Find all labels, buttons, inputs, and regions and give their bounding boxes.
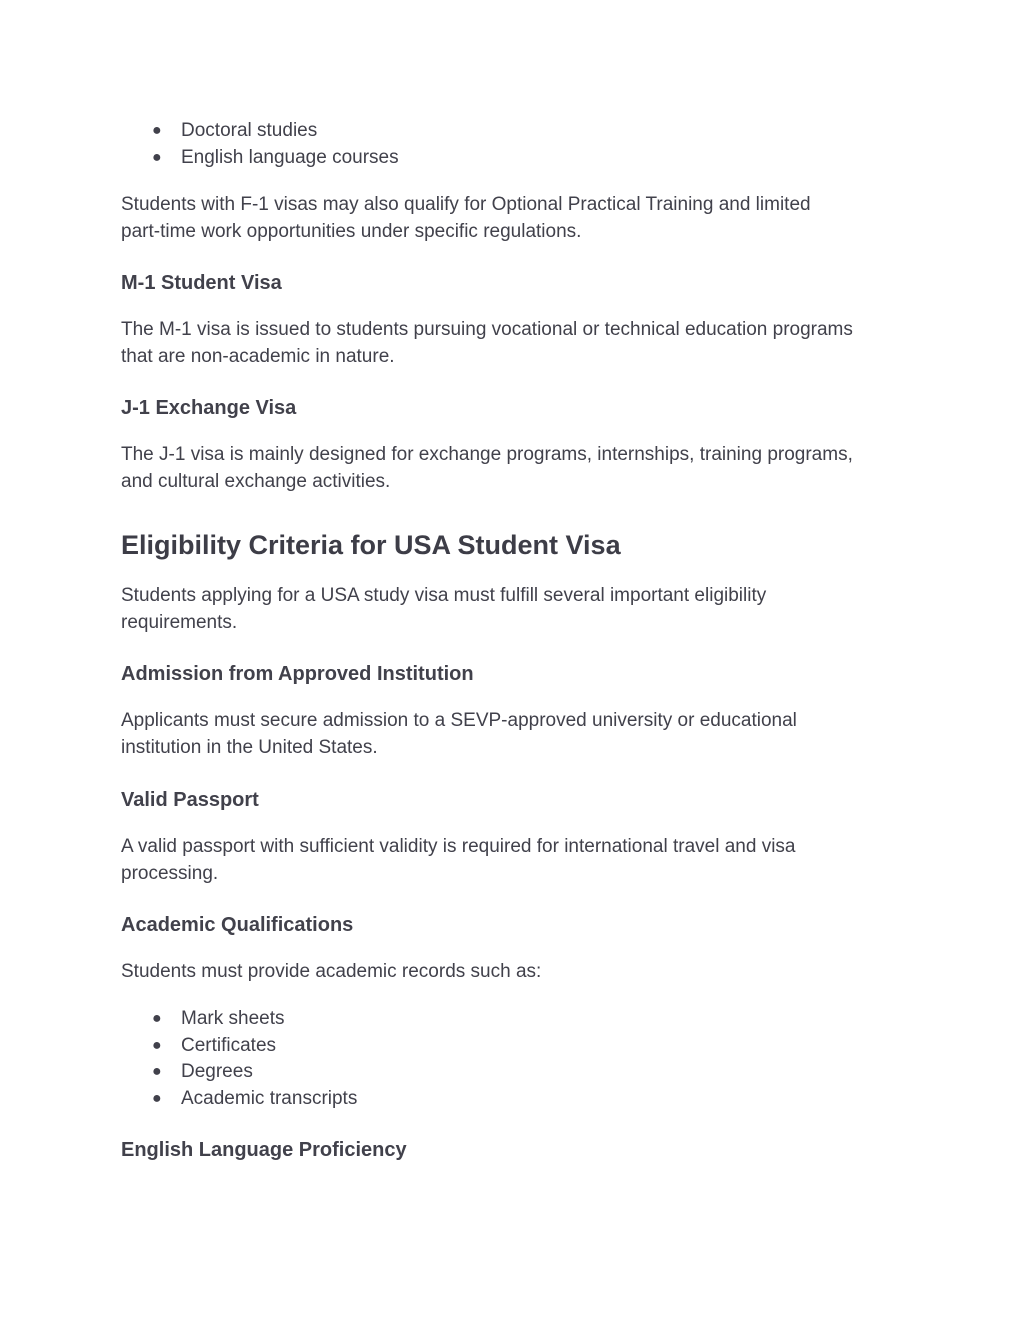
paragraph-line: and cultural exchange activities. <box>121 470 391 492</box>
bullet-icon: ● <box>152 1010 162 1027</box>
paragraph-line: The M-1 visa is issued to students pursuing vocational or technical education programs <box>121 319 853 340</box>
paragraph-line: The J-1 visa is mainly designed for exchange programs, internships, training programs, <box>121 444 853 465</box>
paragraph-line: Students applying for a USA study visa must fulfill several important eligibility <box>121 585 767 606</box>
list-item-text: Degrees <box>181 1061 253 1083</box>
paragraph-line: A valid passport with sufficient validity is required for international travel and visa <box>121 836 796 857</box>
paragraph-line: Applicants must secure admission to a SEVP-approved university or educational <box>121 710 797 731</box>
bullet-icon: ● <box>152 122 162 139</box>
academic-heading: Academic Qualifications <box>121 914 354 936</box>
bullet-icon: ● <box>152 1036 162 1054</box>
bullet-icon: ● <box>152 1089 162 1107</box>
paragraph-line: processing. <box>121 862 219 884</box>
list-item-text: Academic transcripts <box>181 1087 358 1109</box>
m1-paragraph <box>121 317 853 370</box>
paragraph-line: part-time work opportunities under specific regulations. <box>121 220 582 242</box>
list-item-text: Mark sheets <box>181 1008 285 1029</box>
f1-paragraph <box>121 192 811 245</box>
english-heading: English Language Proficiency <box>121 1139 407 1161</box>
paragraph-line: that are non-academic in nature. <box>121 345 395 367</box>
passport-heading: Valid Passport <box>121 789 259 811</box>
academic-intro: Students must provide academic records such as: <box>121 961 542 982</box>
paragraph-line: Students with F-1 visas may also qualify for Optional Practical Training and limited <box>121 194 811 215</box>
j1-paragraph <box>121 442 853 495</box>
bullet-icon: ● <box>152 1063 162 1081</box>
admission-heading: Admission from Approved Institution <box>121 663 474 685</box>
list-item-text: English language courses <box>181 146 399 168</box>
m1-heading: M-1 Student Visa <box>121 272 282 294</box>
paragraph-line: requirements. <box>121 611 238 633</box>
bullet-icon: ● <box>152 148 162 166</box>
paragraph-line: institution in the United States. <box>121 736 378 758</box>
passport-paragraph <box>121 834 796 887</box>
eligibility-paragraph <box>121 583 766 636</box>
eligibility-heading: Eligibility Criteria for USA Student Visa <box>121 530 621 560</box>
list-item-text: Doctoral studies <box>181 120 318 141</box>
j1-heading: J-1 Exchange Visa <box>121 397 297 419</box>
list-item-text: Certificates <box>181 1034 277 1056</box>
admission-paragraph <box>121 708 797 761</box>
